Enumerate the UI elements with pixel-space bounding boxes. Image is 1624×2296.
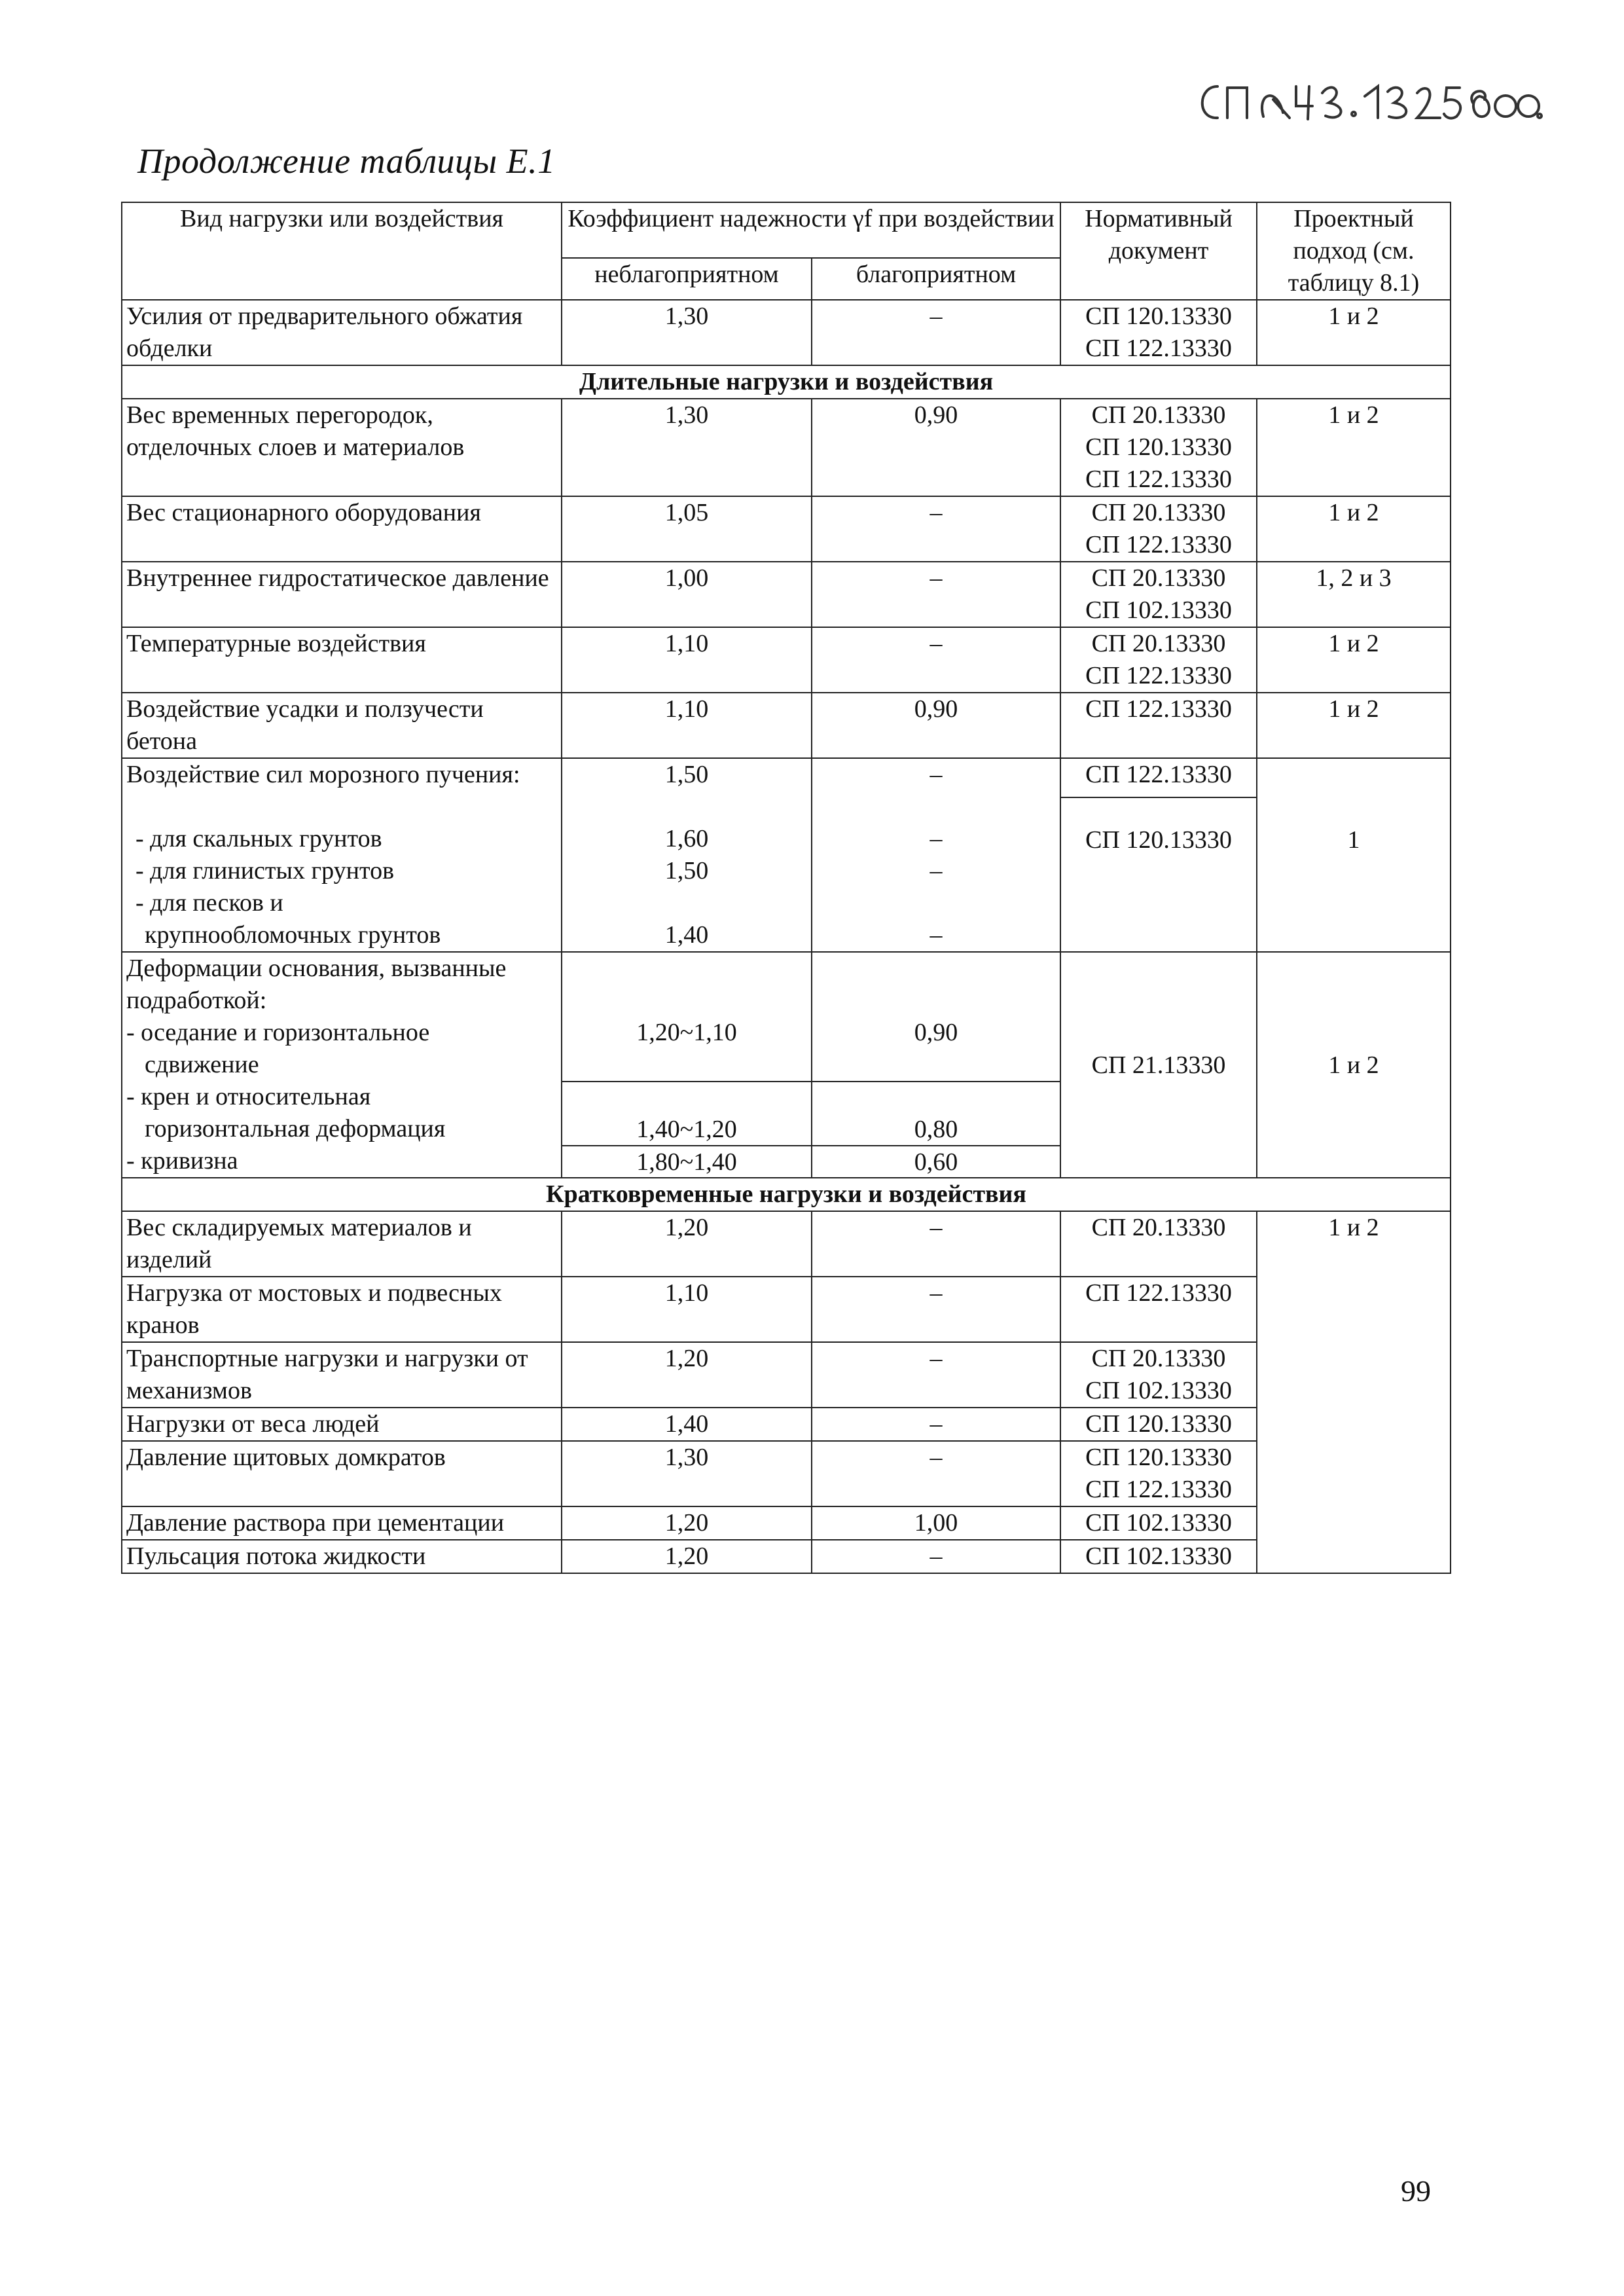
coef-unfav: 1,10 bbox=[562, 693, 812, 758]
norm-doc: СП 120.13330 bbox=[1060, 1408, 1257, 1441]
approach: 1, 2 и 3 bbox=[1257, 562, 1451, 627]
load-name: Пульсация потока жидкости bbox=[122, 1540, 562, 1573]
coef-fav: – bbox=[812, 1408, 1060, 1441]
load-name: Температурные воздействия bbox=[122, 627, 562, 693]
coef-fav: 0,90 bbox=[812, 399, 1060, 496]
coef-unfav: 1,40 bbox=[562, 1408, 812, 1441]
norm-doc: СП 102.13330 bbox=[1060, 1506, 1257, 1540]
load-name: Вес временных перегородок, отделочных слоев и материалов bbox=[122, 399, 562, 496]
coef-fav: – bbox=[812, 300, 1060, 365]
section-row-long bbox=[122, 365, 1451, 399]
section-title: Длительные нагрузки и воздействия bbox=[122, 365, 1451, 399]
table-caption: Продолжение таблицы Е.1 bbox=[137, 141, 556, 181]
load-name: Нагрузки от веса людей bbox=[122, 1408, 562, 1441]
table-row bbox=[122, 627, 1451, 693]
norm-doc: СП 20.13330 СП 102.13330 bbox=[1060, 562, 1257, 627]
load-name: Деформации основания, вызванные подработкой: - оседание и горизонтальное сдвижение - крен и относительная горизонтальная деформация - кривизна bbox=[122, 952, 562, 1178]
approach: 1 bbox=[1257, 758, 1451, 952]
header-fav: благоприятном bbox=[812, 258, 1060, 300]
table-row bbox=[122, 562, 1451, 627]
table-row bbox=[122, 1506, 1451, 1540]
coef-unfav: 1,20 bbox=[562, 1540, 812, 1573]
norm-doc: СП 120.13330 СП 122.13330 bbox=[1060, 300, 1257, 365]
coef-fav: – – – – bbox=[812, 758, 1060, 952]
coef-fav: – bbox=[812, 1540, 1060, 1573]
norm-doc: СП 120.13330 СП 122.13330 bbox=[1060, 1441, 1257, 1506]
table-row bbox=[122, 1211, 1451, 1277]
coef-unfav: 1,20 bbox=[562, 1342, 812, 1408]
coef-fav: – bbox=[812, 496, 1060, 562]
header-unfav: неблагоприятном bbox=[562, 258, 812, 300]
norm-doc: СП 20.13330 СП 120.13330 СП 122.13330 bbox=[1060, 399, 1257, 496]
header-approach: Проектный подход (см. таблицу 8.1) bbox=[1257, 202, 1451, 300]
load-name: Транспортные нагрузки и нагрузки от механизмов bbox=[122, 1342, 562, 1408]
table-row bbox=[122, 399, 1451, 496]
load-name: Усилия от предварительного обжатия обделки bbox=[122, 300, 562, 365]
table-row bbox=[122, 1540, 1451, 1573]
norm-doc: СП 21.13330 bbox=[1060, 952, 1257, 1178]
load-name: Нагрузка от мостовых и подвесных кранов bbox=[122, 1277, 562, 1342]
coef-unfav: 1,30 bbox=[562, 399, 812, 496]
coef-unfav: 1,20 bbox=[562, 1506, 812, 1540]
coef-unfav: 1,30 bbox=[562, 1441, 812, 1506]
page-number: 99 bbox=[1401, 2174, 1431, 2208]
load-name: Внутреннее гидростатическое давление bbox=[122, 562, 562, 627]
coef-unfav: 1,50 1,60 1,50 1,40 bbox=[562, 758, 812, 952]
table-row bbox=[122, 1342, 1451, 1408]
handwritten-document-code bbox=[1191, 73, 1558, 132]
coef-fav: – bbox=[812, 1441, 1060, 1506]
coef-unfav: 1,05 bbox=[562, 496, 812, 562]
table-row-frost bbox=[122, 758, 1451, 952]
norm-doc: СП 20.13330 СП 122.13330 bbox=[1060, 496, 1257, 562]
approach: 1 и 2 bbox=[1257, 399, 1451, 496]
approach: 1 и 2 bbox=[1257, 1211, 1451, 1573]
load-name: Вес складируемых материалов и изделий bbox=[122, 1211, 562, 1277]
coef-fav: – bbox=[812, 1211, 1060, 1277]
norm-doc: СП 122.13330 bbox=[1060, 1277, 1257, 1342]
load-name: Давление щитовых домкратов bbox=[122, 1441, 562, 1506]
norm-doc: СП 102.13330 bbox=[1060, 1540, 1257, 1573]
load-name: Вес стационарного оборудования bbox=[122, 496, 562, 562]
coef-unfav: 1,30 bbox=[562, 300, 812, 365]
section-title: Кратковременные нагрузки и воздействия bbox=[122, 1178, 1451, 1211]
approach: 1 и 2 bbox=[1257, 300, 1451, 365]
coef-unfav: 1,20 bbox=[562, 1211, 812, 1277]
approach: 1 и 2 bbox=[1257, 627, 1451, 693]
table-row bbox=[122, 1408, 1451, 1441]
load-name: Воздействие сил морозного пучения: - для скальных грунтов - для глинистых грунтов - для песков и крупнообломочных грунтов bbox=[122, 758, 562, 952]
coef-unfav: 1,10 bbox=[562, 627, 812, 693]
norm-doc: СП 122.13330 СП 120.13330 bbox=[1060, 758, 1257, 952]
norm-doc: СП 20.13330 СП 122.13330 bbox=[1060, 627, 1257, 693]
coef-fav: – bbox=[812, 562, 1060, 627]
approach: 1 и 2 bbox=[1257, 693, 1451, 758]
coef-fav: 1,00 bbox=[812, 1506, 1060, 1540]
header-doc: Нормативный документ bbox=[1060, 202, 1257, 300]
header-coef: Коэффициент надежности γf при воздействии bbox=[562, 202, 1060, 258]
table-row bbox=[122, 1441, 1451, 1506]
coef-fav: – bbox=[812, 1277, 1060, 1342]
approach: 1 и 2 bbox=[1257, 952, 1451, 1178]
coef-fav: 0,90 bbox=[812, 693, 1060, 758]
norm-doc: СП 20.13330 bbox=[1060, 1211, 1257, 1277]
load-name: Давление раствора при цементации bbox=[122, 1506, 562, 1540]
coef-unfav: 1,10 bbox=[562, 1277, 812, 1342]
table-row bbox=[122, 300, 1451, 365]
approach: 1 и 2 bbox=[1257, 496, 1451, 562]
norm-doc: СП 122.13330 bbox=[1060, 693, 1257, 758]
norm-doc: СП 20.13330 СП 102.13330 bbox=[1060, 1342, 1257, 1408]
header-load: Вид нагрузки или воздействия bbox=[122, 202, 562, 300]
coef-fav: 0,90 0,80 0,60 bbox=[812, 952, 1060, 1178]
load-name: Воздействие усадки и ползучести бетона bbox=[122, 693, 562, 758]
table-row bbox=[122, 496, 1451, 562]
coef-unfav: 1,20~1,10 1,40~1,20 1,80~1,40 bbox=[562, 952, 812, 1178]
coef-unfav: 1,00 bbox=[562, 562, 812, 627]
coef-fav: – bbox=[812, 1342, 1060, 1408]
table-row bbox=[122, 693, 1451, 758]
table-row bbox=[122, 1277, 1451, 1342]
section-row-short bbox=[122, 1178, 1451, 1211]
header-row bbox=[122, 202, 1451, 258]
loads-table bbox=[121, 202, 1451, 1574]
coef-fav: – bbox=[812, 627, 1060, 693]
table-row-deformation bbox=[122, 952, 1451, 1178]
